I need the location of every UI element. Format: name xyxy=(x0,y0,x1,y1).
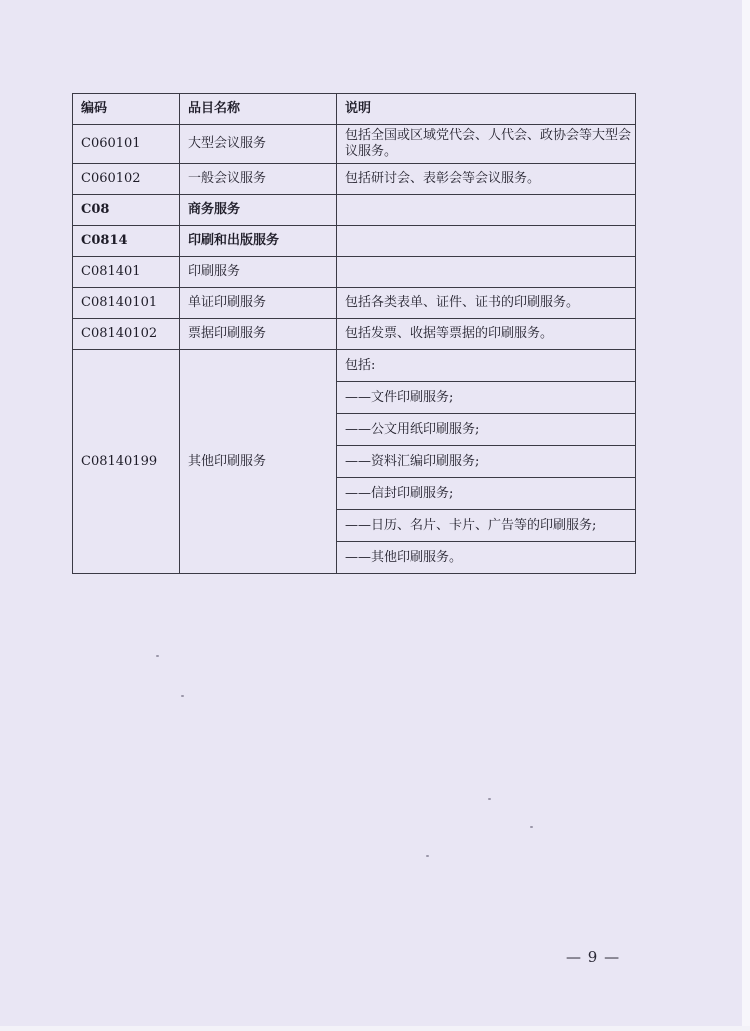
row-name: 单证印刷服务 xyxy=(180,288,337,319)
desc-line: ——公文用纸印刷服务; xyxy=(337,414,635,446)
row-code: C081401 xyxy=(73,257,180,288)
page-bottom-edge xyxy=(0,1026,750,1031)
row-code: C08140199 xyxy=(73,350,180,574)
row-desc: 包括全国或区域党代会、人代会、政协会等大型会议服务。 xyxy=(337,125,636,164)
desc-line: ——信封印刷服务; xyxy=(337,478,635,510)
row-desc xyxy=(337,257,636,288)
table-row xyxy=(73,288,636,319)
header-name: 品目名称 xyxy=(180,94,337,125)
table-row xyxy=(73,257,636,288)
scan-speck xyxy=(156,655,159,657)
row-name: 大型会议服务 xyxy=(180,125,337,164)
row-code: C08 xyxy=(73,195,180,226)
row-name: 商务服务 xyxy=(180,195,337,226)
scan-speck xyxy=(530,826,533,828)
row-code: C060102 xyxy=(73,164,180,195)
desc-line: ——文件印刷服务; xyxy=(337,382,635,414)
table-row xyxy=(73,125,636,164)
desc-line: 包括: xyxy=(337,350,635,382)
desc-line: ——其他印刷服务。 xyxy=(345,550,463,565)
row-name: 印刷和出版服务 xyxy=(180,226,337,257)
desc-line: ——日历、名片、卡片、广告等的印刷服务; xyxy=(337,510,635,542)
row-desc xyxy=(337,226,636,257)
row-desc-list xyxy=(337,350,636,574)
row-desc: 包括各类表单、证件、证书的印刷服务。 xyxy=(337,288,636,319)
table-row xyxy=(73,319,636,350)
page-number: — 9 — xyxy=(566,948,621,966)
row-name: 印刷服务 xyxy=(180,257,337,288)
scan-speck xyxy=(488,798,491,800)
row-code: C0814 xyxy=(73,226,180,257)
row-desc xyxy=(337,195,636,226)
table-header-row xyxy=(73,94,636,125)
row-name: 其他印刷服务 xyxy=(180,350,337,574)
row-desc: 包括发票、收据等票据的印刷服务。 xyxy=(337,319,636,350)
scan-speck xyxy=(181,695,184,697)
page-edge xyxy=(742,0,750,1031)
header-desc: 说明 xyxy=(337,94,636,125)
row-desc: 包括研讨会、表彰会等会议服务。 xyxy=(337,164,636,195)
scan-speck xyxy=(426,855,429,857)
row-code: C08140102 xyxy=(73,319,180,350)
desc-sub-lines xyxy=(337,350,635,573)
header-code: 编码 xyxy=(73,94,180,125)
row-code: C060101 xyxy=(73,125,180,164)
row-code: C08140101 xyxy=(73,288,180,319)
table-row xyxy=(73,195,636,226)
row-name: 一般会议服务 xyxy=(180,164,337,195)
catalog-table xyxy=(72,93,636,574)
table-row xyxy=(73,164,636,195)
desc-line: ——资料汇编印刷服务; xyxy=(337,446,635,478)
table-row xyxy=(73,350,636,574)
table-row xyxy=(73,226,636,257)
row-name: 票据印刷服务 xyxy=(180,319,337,350)
